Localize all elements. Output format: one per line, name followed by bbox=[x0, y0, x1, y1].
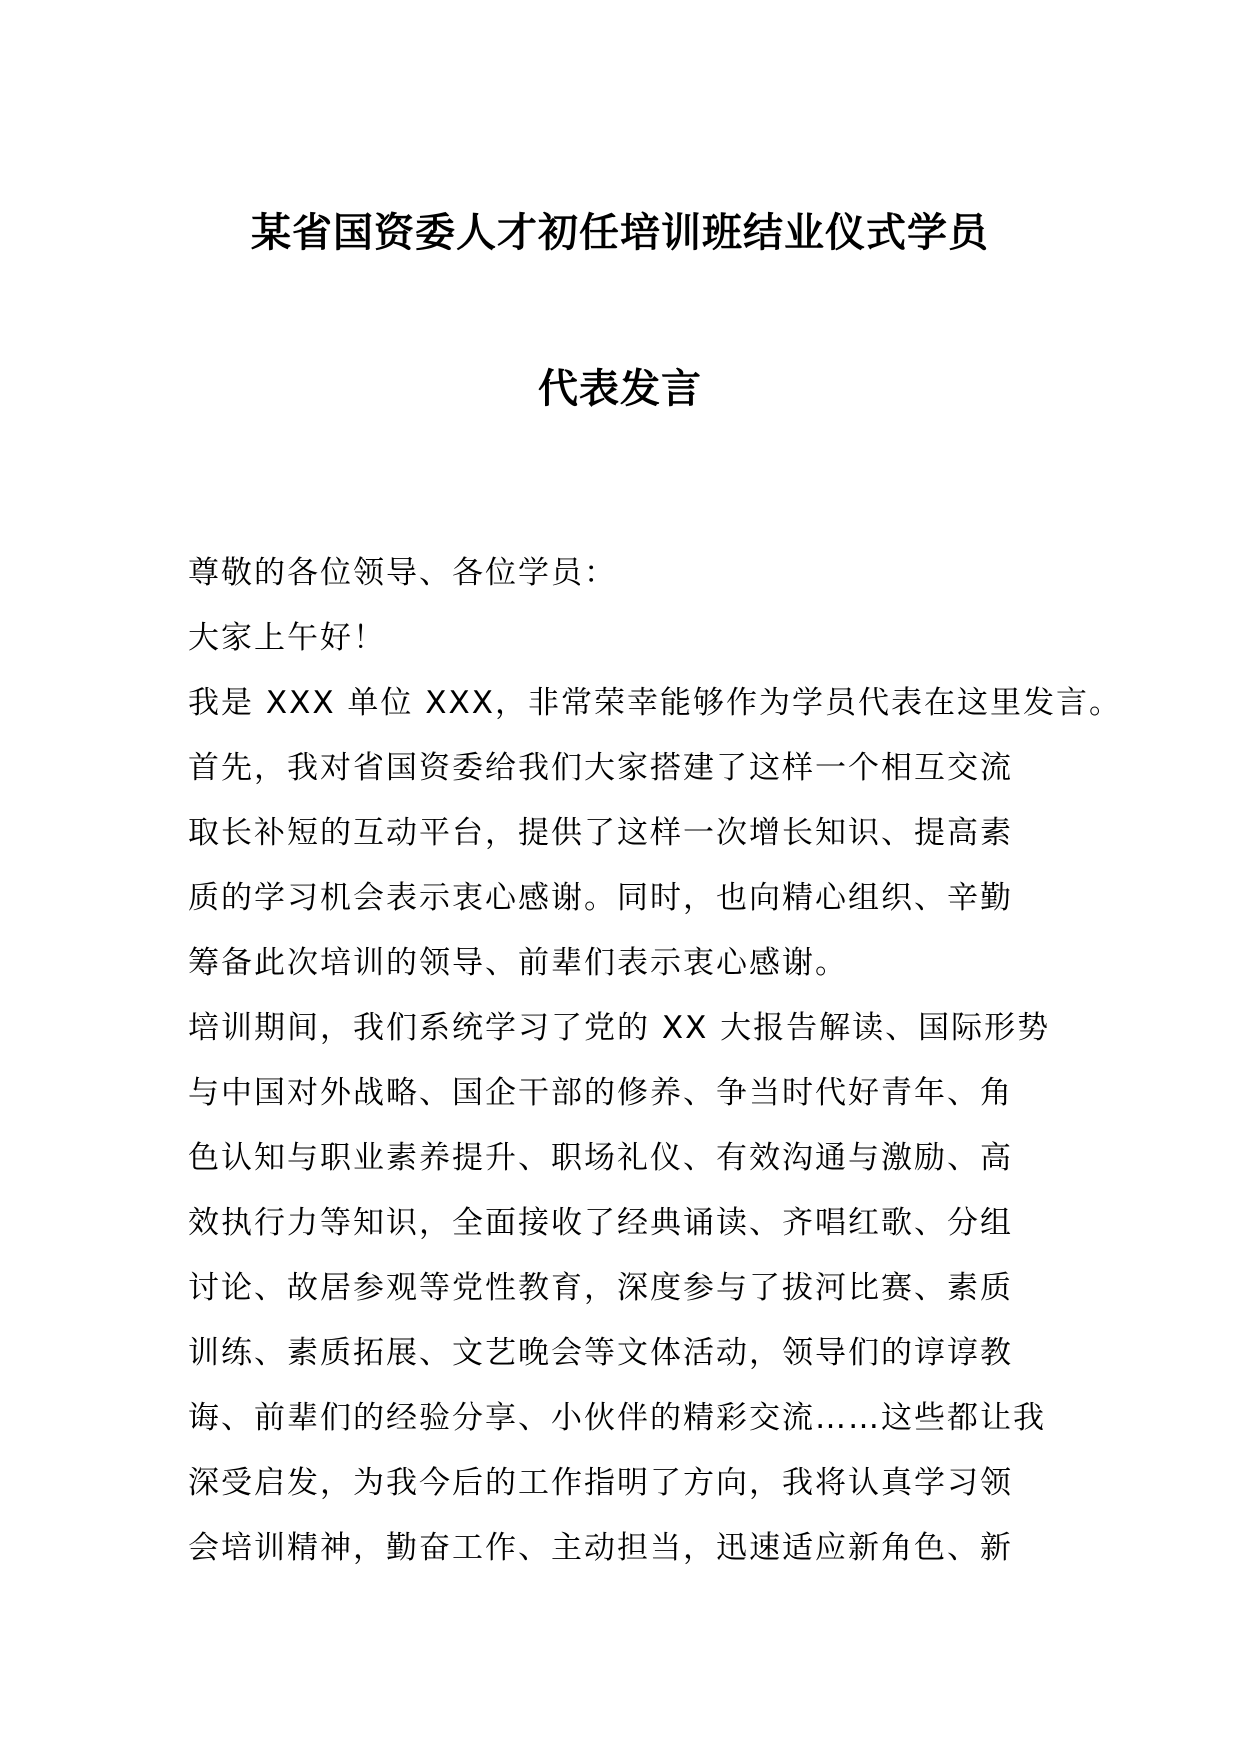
paragraph-line: 质的学习机会表示衷心感谢。同时，也向精心组织、辛勤 bbox=[188, 880, 1013, 916]
greeting: 大家上午好！ bbox=[188, 620, 386, 656]
document-title-line-1: 某省国资委人才初任培训班结业仪式学员 bbox=[251, 210, 989, 256]
paragraph-line: 色认知与职业素养提升、职场礼仪、有效沟通与激励、高 bbox=[188, 1140, 1013, 1176]
paragraph-line: 首先，我对省国资委给我们大家搭建了这样一个相互交流 bbox=[188, 750, 1013, 786]
paragraph-line: 深受启发，为我今后的工作指明了方向，我将认真学习领 bbox=[188, 1465, 1013, 1501]
paragraph-line: 与中国对外战略、国企干部的修养、争当时代好青年、角 bbox=[188, 1075, 1013, 1111]
paragraph-line: 讨论、故居参观等党性教育，深度参与了拔河比赛、素质 bbox=[188, 1270, 1013, 1306]
paragraph-line: 诲、前辈们的经验分享、小伙伴的精彩交流……这些都让我 bbox=[188, 1400, 1046, 1436]
document-title-line-2: 代表发言 bbox=[538, 366, 702, 412]
paragraph-line: 筹备此次培训的领导、前辈们表示衷心感谢。 bbox=[188, 945, 848, 981]
paragraph-line: 效执行力等知识，全面接收了经典诵读、齐唱红歌、分组 bbox=[188, 1205, 1013, 1241]
paragraph-line: 取长补短的互动平台，提供了这样一次增长知识、提高素 bbox=[188, 815, 1013, 851]
salutation: 尊敬的各位领导、各位学员： bbox=[188, 555, 617, 591]
paragraph-line: 培训期间，我们系统学习了党的 XX 大报告解读、国际形势 bbox=[188, 1010, 1051, 1046]
paragraph-line: 训练、素质拓展、文艺晚会等文体活动，领导们的谆谆教 bbox=[188, 1335, 1013, 1371]
paragraph-line: 会培训精神，勤奋工作、主动担当，迅速适应新角色、新 bbox=[188, 1530, 1013, 1566]
paragraph-line: 我是 XXX 单位 XXX，非常荣幸能够作为学员代表在这里发言。 bbox=[188, 685, 1122, 721]
